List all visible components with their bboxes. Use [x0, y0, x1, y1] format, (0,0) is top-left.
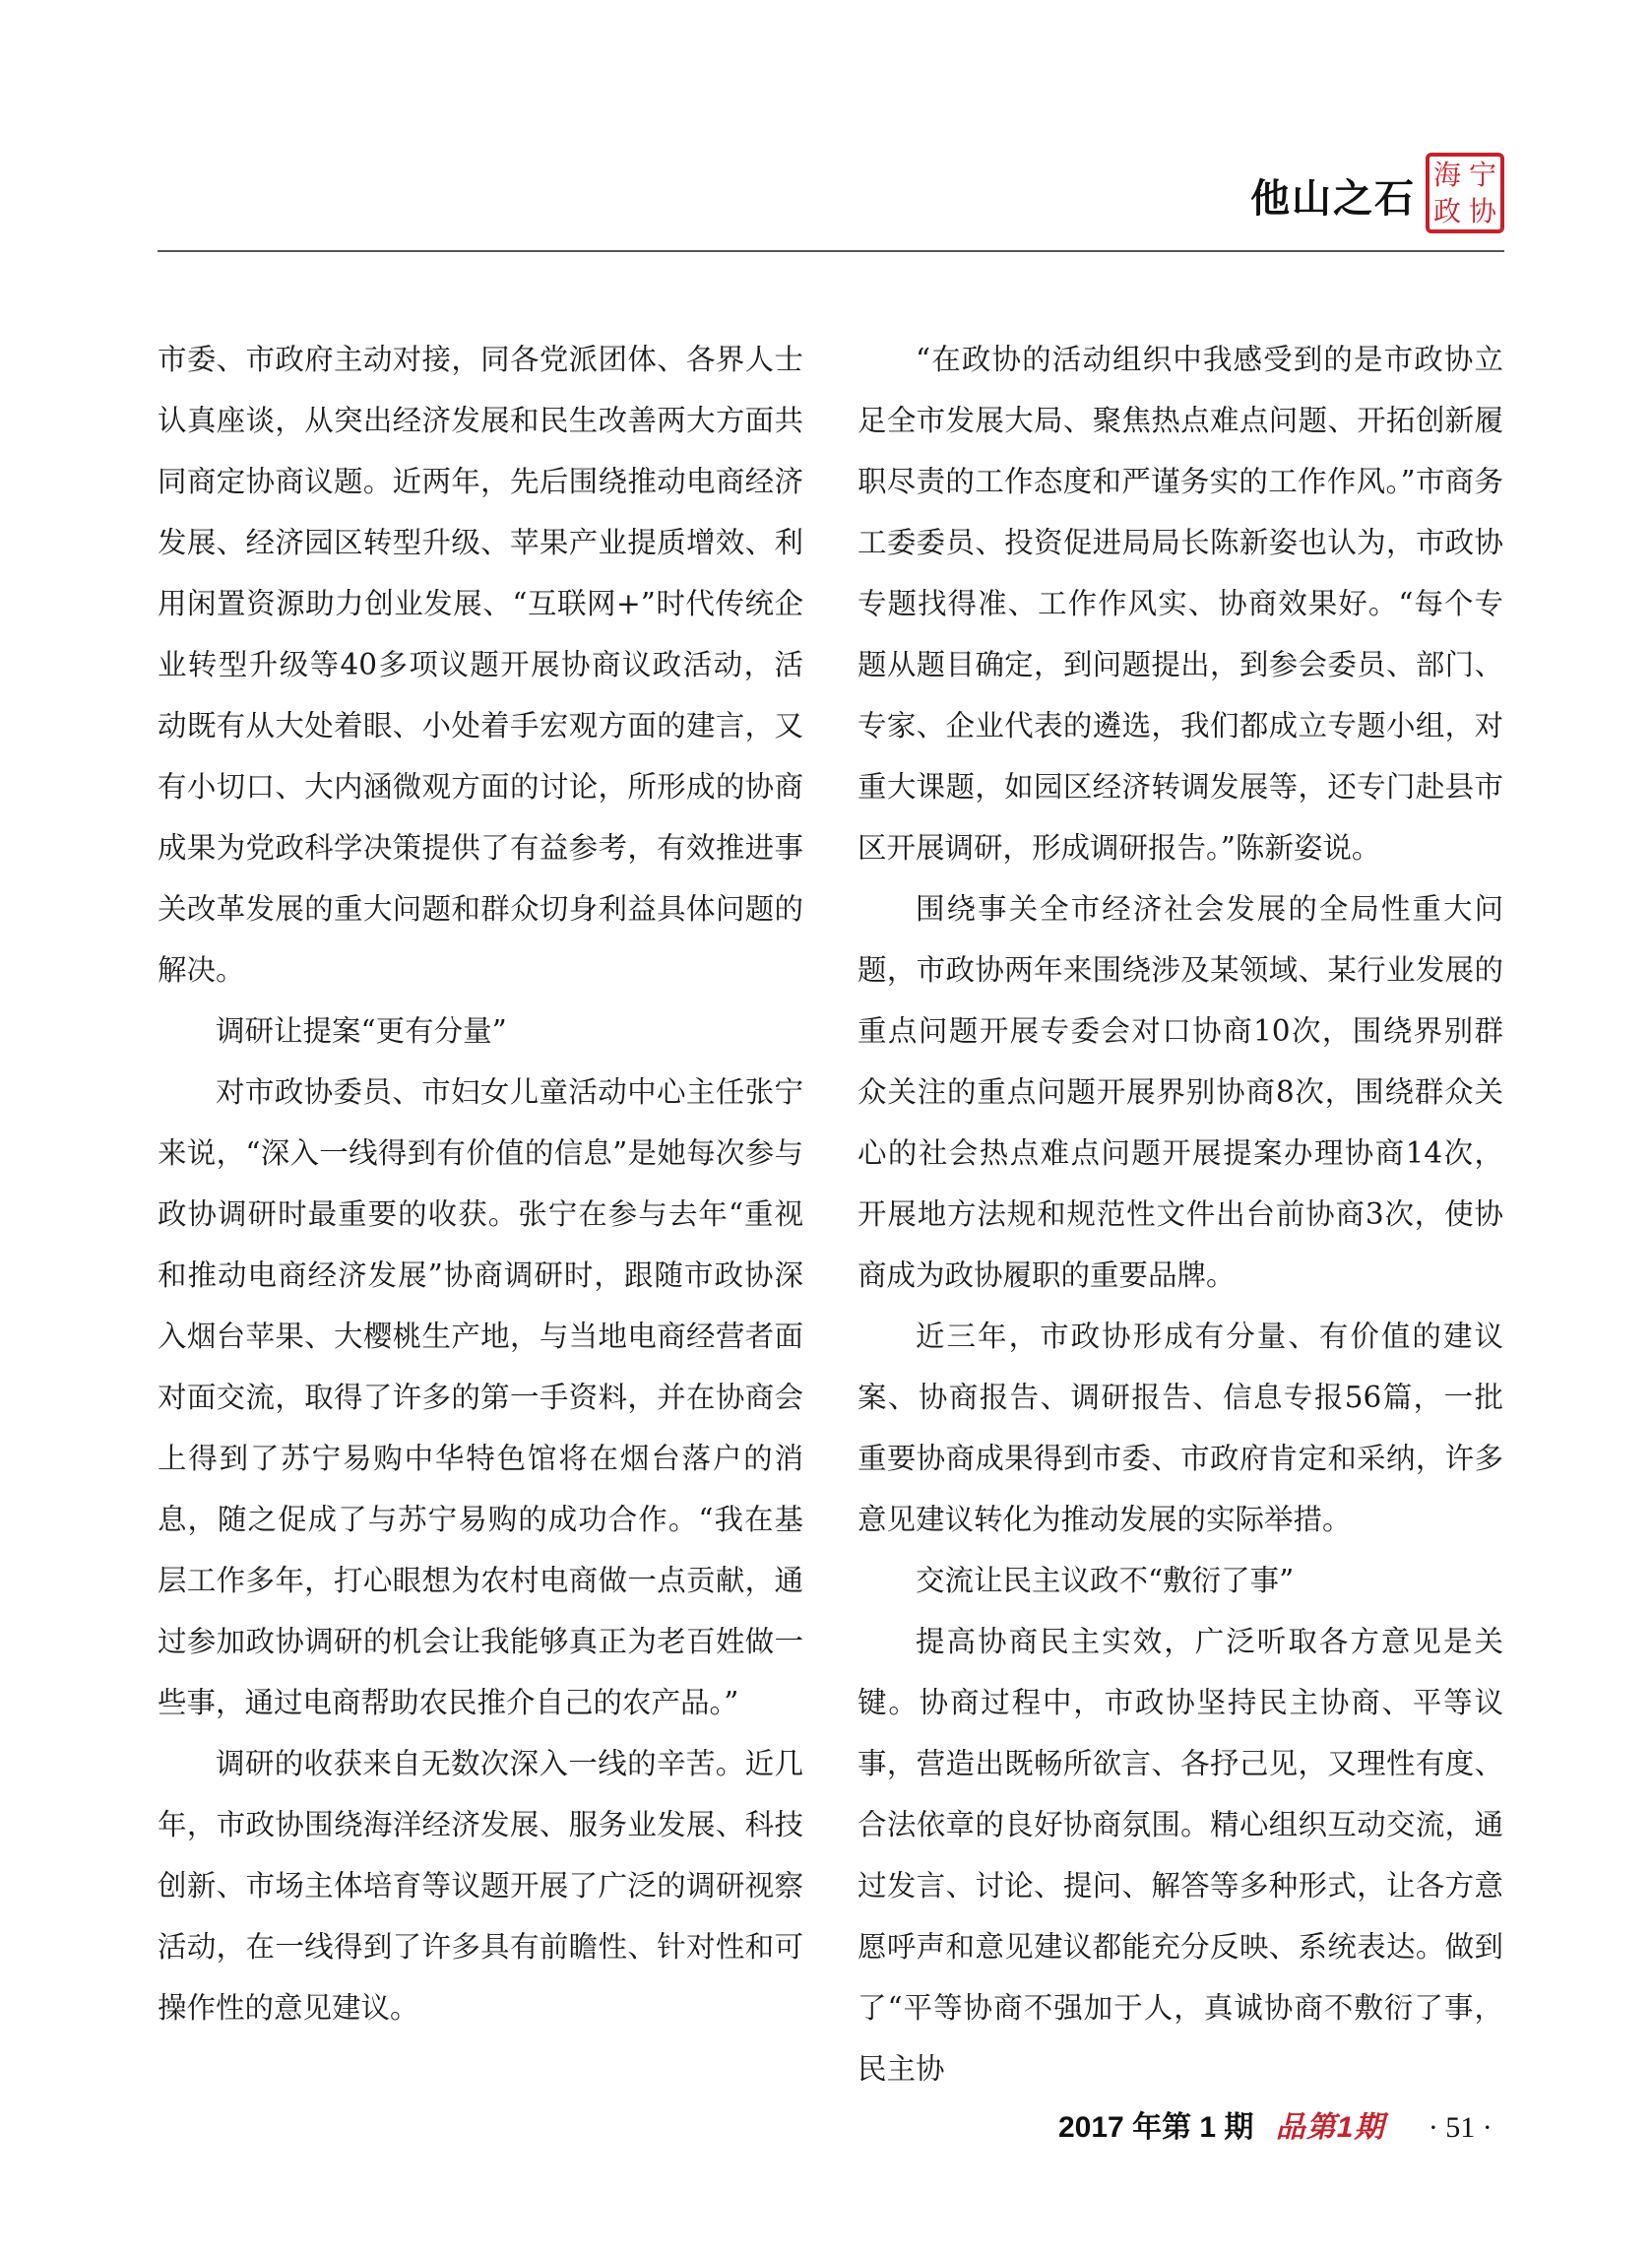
seal-char: 海 — [1432, 158, 1461, 191]
paragraph: 围绕事关全市经济社会发展的全局性重大问题，市政协两年来围绕涉及某领域、某行业发展的重点问题开展专委会对口协商10次，围绕界别群众关注的重点问题开展界别协商8次，围绕群众关心的社会热点难点问题开展提案办理协商14次，开展地方法规和规范性文件出台前协商3次，使协商成为政协履职的重要品牌。 — [858, 892, 1503, 1292]
page-number: · 51 · — [1428, 2111, 1493, 2144]
paragraph: 近三年，市政协形成有分量、有价值的建议案、协商报告、调研报告、信息专报56篇，一批重要协商成果得到市委、市政府肯定和采纳，许多意见建议转化为推动发展的实际举措。 — [858, 1320, 1503, 1536]
paragraph: 调研的收获来自无数次深入一线的辛苦。近几年，市政协围绕海洋经济发展、服务业发展、科技创新、市场主体培育等议题开展了广泛的调研视察活动，在一线得到了许多具有前瞻性、针对性和可操作性的意见建议。 — [158, 1747, 803, 2025]
paragraph: 提高协商民主实效，广泛听取各方意见是关键。协商过程中，市政协坚持民主协商、平等议事，营造出既畅所欲言、各抒己见，又理性有度、合法依章的良好协商氛围。精心组织互动交流，通过发言、讨论、提问、解答等多种形式，让各方意愿呼声和意见建议都能充分反映、系统表达。做到了“平等协商不强加于人，真诚协商不敷衍了事，民主协 — [858, 1625, 1503, 2086]
subheading: 调研让提案“更有分量” — [216, 1014, 507, 1048]
page-footer — [1058, 2102, 1493, 2146]
seal-char: 宁 — [1468, 158, 1496, 191]
seal-char: 协 — [1468, 194, 1496, 227]
paragraph: “在政协的活动组织中我感受到的是市政协立足全市发展大局、聚焦热点难点问题、开拓创新履职尽责的工作态度和严谨务实的工作作风。”市商务工委委员、投资促进局局长陈新姿也认为，市政协专题找得准、工作作风实、协商效果好。“每个专题从题目确定，到问题提出，到参会委员、部门、专家、企业代表的遴选，我们都成立专题小组，对重大课题，如园区经济转调发展等，还专门赴县市区开展调研，形成调研报告。”陈新姿说。 — [858, 343, 1503, 865]
logo-seal — [1426, 153, 1504, 233]
right-column — [858, 329, 1503, 2099]
seal-char: 政 — [1432, 194, 1461, 227]
magazine-brand: 品第1期 — [1275, 2111, 1385, 2144]
left-column — [158, 329, 803, 2038]
header-divider — [158, 250, 1504, 252]
paragraph: 对市政协委员、市妇女儿童活动中心主任张宁来说，“深入一线得到有价值的信息”是她每次参与政协调研时最重要的收获。张宁在参与去年“重视和推动电商经济发展”协商调研时，跟随市政协深入烟台苹果、大樱桃生产地，与当地电商经营者面对面交流，取得了许多的第一手资料，并在协商会上得到了苏宁易购中华特色馆将在烟台落户的消息，随之促成了与苏宁易购的成功合作。“我在基层工作多年，打心眼想为农村电商做一点贡献，通过参加政协调研的机会让我能够真正为老百姓做一些事，通过电商帮助农民推介自己的农产品。” — [158, 1075, 803, 1719]
paragraph: 市委、市政府主动对接，同各党派团体、各界人士认真座谈，从突出经济发展和民生改善两大方面共同商定协商议题。近两年，先后围绕推动电商经济发展、经济园区转型升级、苹果产业提质增效、利用闲置资源助力创业发展、“互联网+”时代传统企业转型升级等40多项议题开展协商议政活动，活动既有从大处着眼、小处着手宏观方面的建言，又有小切口、大内涵微观方面的讨论，所形成的协商成果为党政科学决策提供了有益参考，有效推进事关改革发展的重大问题和群众切身利益具体问题的解决。 — [158, 343, 803, 987]
section-title: 他山之石 — [1250, 176, 1416, 222]
subheading: 交流让民主议政不“敷衍了事” — [916, 1564, 1295, 1597]
issue-label: 2017 年第 1 期 — [1058, 2111, 1254, 2144]
